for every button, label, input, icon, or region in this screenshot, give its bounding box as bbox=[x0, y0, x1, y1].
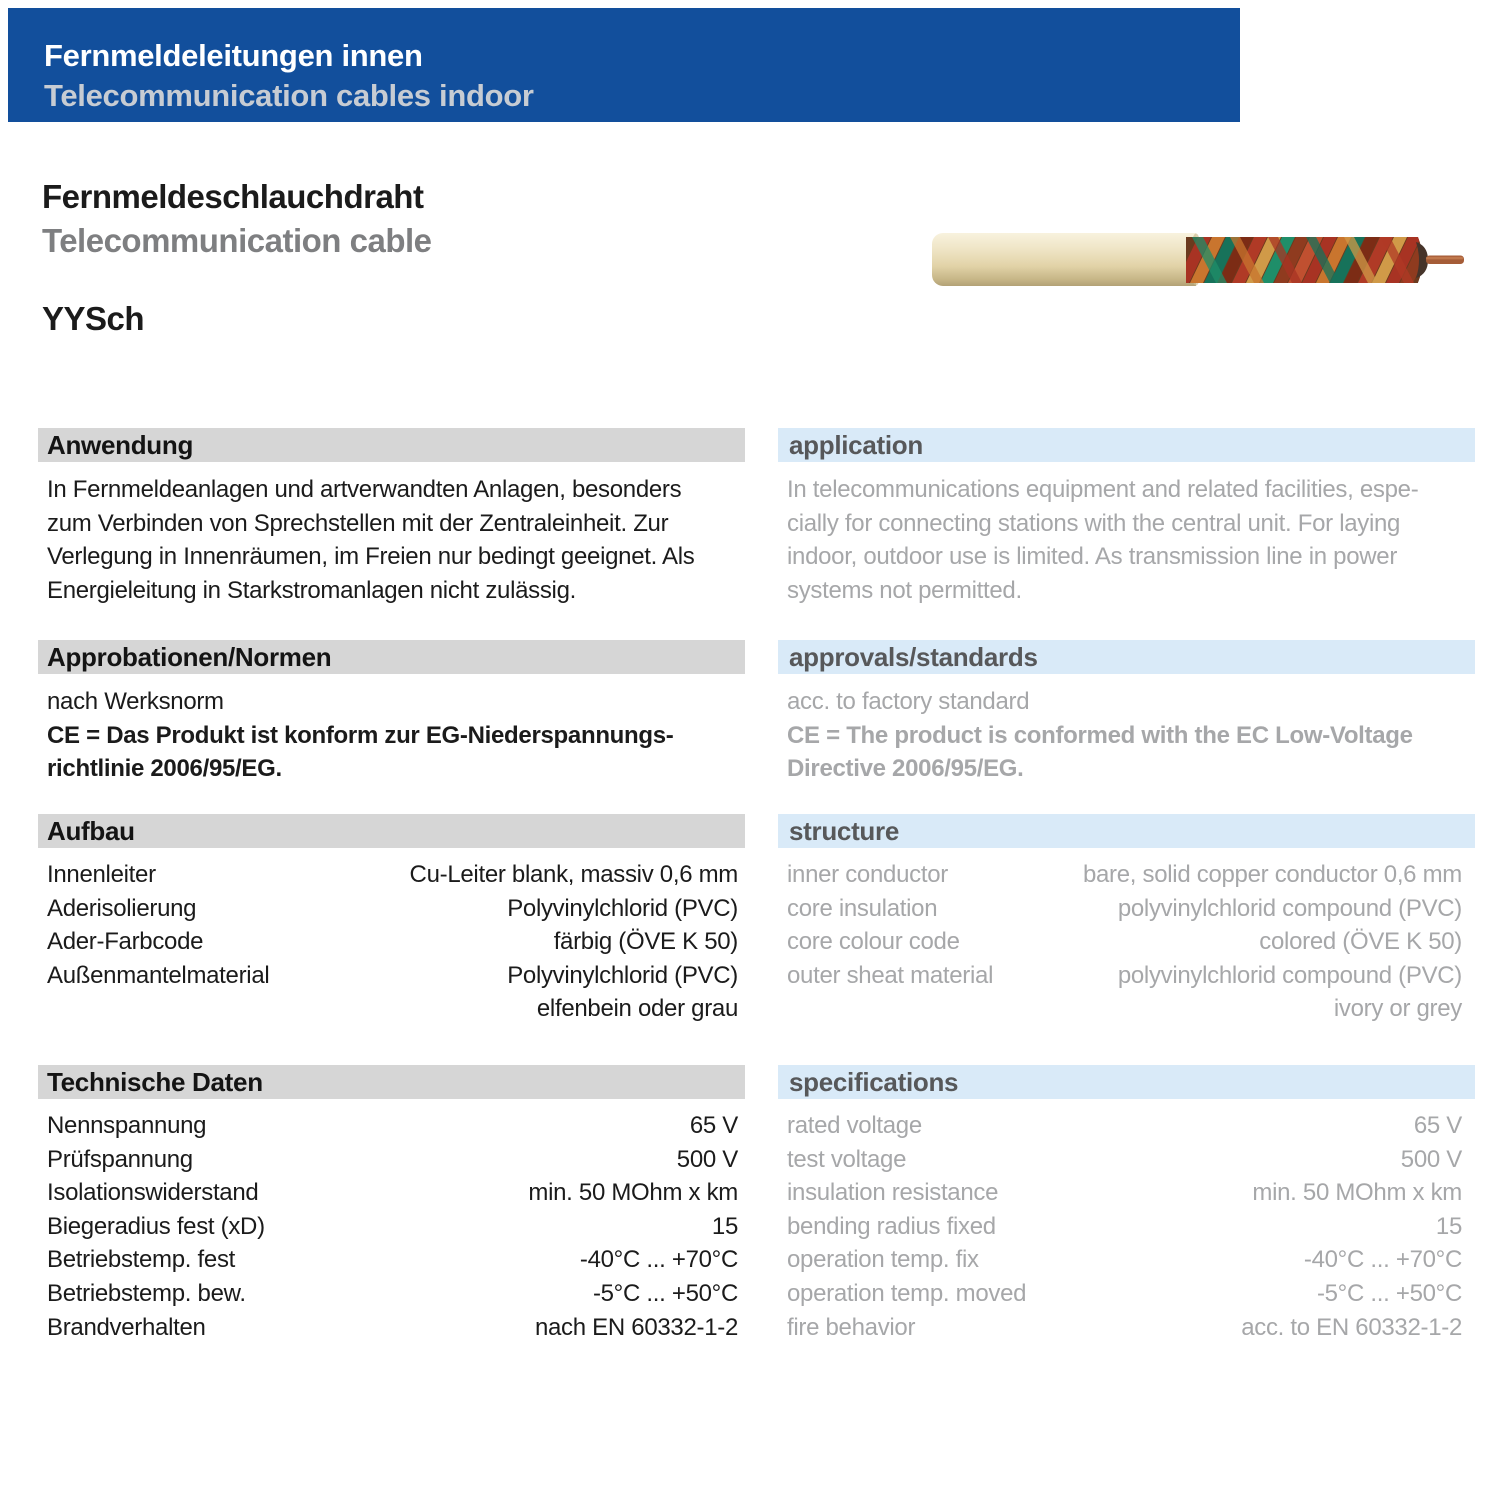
text-line-bold: Directive 2006/95/EG. bbox=[787, 755, 1024, 782]
row-label: Biegeradius fest (xD) bbox=[47, 1212, 265, 1240]
table-row bbox=[47, 892, 745, 926]
row-value: bare, solid copper conductor 0,6 mm bbox=[1082, 861, 1462, 888]
section-heading-structure: structure bbox=[778, 814, 1475, 848]
row-value: Polyvinylchlorid (PVC) bbox=[507, 894, 738, 922]
table-row bbox=[787, 992, 1475, 1026]
row-label: Isolationswiderstand bbox=[47, 1179, 259, 1207]
section-approbationen bbox=[38, 640, 745, 786]
row-label: Betriebstemp. fest bbox=[47, 1246, 236, 1274]
table-row bbox=[47, 1176, 745, 1210]
row-value: Cu-Leiter blank, massiv 0,6 mm bbox=[409, 861, 738, 888]
text-line-bold: CE = Das Produkt ist konform zur EG-Niederspannungs- bbox=[47, 721, 674, 749]
row-label: Nennspannung bbox=[47, 1112, 207, 1139]
row-value: 65 V bbox=[1413, 1112, 1462, 1139]
row-value: min. 50 MOhm x km bbox=[528, 1179, 738, 1207]
text-line: cially for connecting stations with the central unit. For laying bbox=[787, 509, 1401, 537]
table-row bbox=[47, 1243, 745, 1277]
table-row bbox=[47, 992, 745, 1026]
row-label: Aderisolierung bbox=[47, 894, 197, 922]
cable-jacket bbox=[932, 233, 1196, 286]
section-application bbox=[778, 428, 1475, 607]
application-body bbox=[778, 473, 1475, 607]
aufbau-table bbox=[38, 858, 745, 1026]
row-value: 15 bbox=[1435, 1212, 1462, 1240]
row-label: Ader-Farbcode bbox=[47, 928, 204, 956]
row-label: Brandverhalten bbox=[47, 1313, 206, 1341]
product-name-english: Telecommunication cable bbox=[42, 222, 432, 259]
section-aufbau bbox=[38, 814, 745, 1026]
table-row bbox=[787, 1210, 1475, 1244]
banner-title-english: Telecommunication cables indoor bbox=[44, 78, 534, 113]
row-label: Betriebstemp. bew. bbox=[47, 1279, 246, 1307]
text-line: In Fernmeldeanlagen und artverwandten Anlagen, besonders bbox=[47, 476, 682, 503]
banner-title-german: Fernmeldeleitungen innen bbox=[44, 38, 423, 73]
table-row bbox=[47, 1210, 745, 1244]
text-line-bold: richtlinie 2006/95/EG. bbox=[47, 755, 282, 782]
specifications-table bbox=[778, 1109, 1475, 1344]
section-heading-anwendung: Anwendung bbox=[38, 428, 745, 462]
product-type-code: YYSch bbox=[42, 300, 145, 337]
row-value: min. 50 MOhm x km bbox=[1252, 1179, 1462, 1207]
text-line: zum Verbinden von Sprechstellen mit der Zentraleinheit. Zur bbox=[47, 509, 669, 537]
row-label: operation temp. moved bbox=[787, 1279, 1027, 1307]
row-value: acc. to EN 60332-1-2 bbox=[1241, 1313, 1462, 1341]
copper-conductor bbox=[1426, 256, 1464, 265]
row-value: 15 bbox=[711, 1212, 738, 1240]
row-value: polyvinylchlorid compound (PVC) bbox=[1117, 894, 1462, 922]
text-line: indoor, outdoor use is limited. As transmission line in power bbox=[787, 543, 1398, 570]
table-row bbox=[47, 1143, 745, 1177]
row-label: inner conductor bbox=[787, 861, 948, 888]
text-line: nach Werksnorm bbox=[47, 688, 224, 715]
row-value: nach EN 60332-1-2 bbox=[534, 1313, 738, 1341]
table-row bbox=[47, 925, 745, 959]
row-label: Prüfspannung bbox=[47, 1145, 193, 1173]
row-value: 65 V bbox=[689, 1112, 738, 1139]
table-row bbox=[787, 1143, 1475, 1177]
row-label: test voltage bbox=[787, 1145, 907, 1173]
text-line: In telecommunications equipment and related facilities, espe- bbox=[787, 476, 1419, 503]
section-anwendung bbox=[38, 428, 745, 607]
telecom-cable-photo bbox=[930, 222, 1470, 298]
section-specifications bbox=[778, 1065, 1475, 1344]
section-heading-approvals: approvals/standards bbox=[778, 640, 1475, 674]
table-row bbox=[787, 1176, 1475, 1210]
row-label: fire behavior bbox=[787, 1313, 916, 1341]
row-value: -5°C ... +50°C bbox=[1316, 1279, 1462, 1307]
approbationen-body bbox=[38, 685, 745, 786]
section-structure bbox=[778, 814, 1475, 1026]
product-name-german: Fernmeldeschlauchdraht bbox=[42, 178, 424, 215]
technische-daten-table bbox=[38, 1109, 745, 1344]
text-line: acc. to factory standard bbox=[787, 688, 1030, 715]
table-row bbox=[47, 1277, 745, 1311]
row-value: colored (ÖVE K 50) bbox=[1259, 928, 1462, 956]
row-value: 500 V bbox=[676, 1145, 738, 1173]
text-line: Verlegung in Innenräumen, im Freien nur bedingt geeignet. Als bbox=[47, 543, 695, 570]
category-banner bbox=[8, 8, 1240, 122]
section-heading-technische-daten: Technische Daten bbox=[38, 1065, 745, 1099]
row-value: polyvinylchlorid compound (PVC) bbox=[1117, 961, 1462, 989]
row-value: ivory or grey bbox=[1333, 995, 1462, 1023]
table-row bbox=[787, 925, 1475, 959]
table-row bbox=[47, 1109, 745, 1143]
table-row bbox=[787, 858, 1475, 892]
text-line-bold: CE = The product is conformed with the EC Low-Voltage bbox=[787, 721, 1413, 749]
text-line: Energieleitung in Starkstromanlagen nicht zulässig. bbox=[47, 576, 577, 604]
row-value: elfenbein oder grau bbox=[536, 995, 738, 1023]
table-row bbox=[787, 1243, 1475, 1277]
row-label: core colour code bbox=[787, 928, 960, 956]
anwendung-body bbox=[38, 473, 745, 607]
approvals-body bbox=[778, 685, 1475, 786]
table-row bbox=[787, 1311, 1475, 1345]
section-heading-application: application bbox=[778, 428, 1475, 462]
text-line: systems not permitted. bbox=[787, 576, 1022, 604]
section-heading-specifications: specifications bbox=[778, 1065, 1475, 1099]
table-row bbox=[787, 959, 1475, 993]
row-label: rated voltage bbox=[787, 1112, 922, 1139]
cable-wire-bundle bbox=[1176, 237, 1435, 283]
row-value: färbig (ÖVE K 50) bbox=[553, 928, 738, 956]
row-label: Außenmantelmaterial bbox=[47, 961, 270, 989]
table-row bbox=[47, 858, 745, 892]
row-value: -40°C ... +70°C bbox=[579, 1246, 738, 1274]
row-value: Polyvinylchlorid (PVC) bbox=[507, 961, 738, 989]
section-approvals-standards bbox=[778, 640, 1475, 786]
table-row bbox=[787, 1109, 1475, 1143]
row-label: outer sheat material bbox=[787, 961, 994, 989]
table-row bbox=[47, 959, 745, 993]
section-heading-approbationen: Approbationen/Normen bbox=[38, 640, 745, 674]
row-label: operation temp. fix bbox=[787, 1246, 979, 1274]
row-label: bending radius fixed bbox=[787, 1212, 996, 1240]
row-label: core insulation bbox=[787, 894, 938, 922]
table-row bbox=[787, 1277, 1475, 1311]
section-heading-aufbau: Aufbau bbox=[38, 814, 745, 848]
table-row bbox=[47, 1311, 745, 1345]
table-row bbox=[787, 892, 1475, 926]
structure-table bbox=[778, 858, 1475, 1026]
row-label: insulation resistance bbox=[787, 1179, 999, 1207]
row-label: Innenleiter bbox=[47, 861, 156, 888]
row-value: -5°C ... +50°C bbox=[592, 1279, 738, 1307]
row-value: 500 V bbox=[1400, 1145, 1462, 1173]
section-technische-daten bbox=[38, 1065, 745, 1344]
row-value: -40°C ... +70°C bbox=[1303, 1246, 1462, 1274]
